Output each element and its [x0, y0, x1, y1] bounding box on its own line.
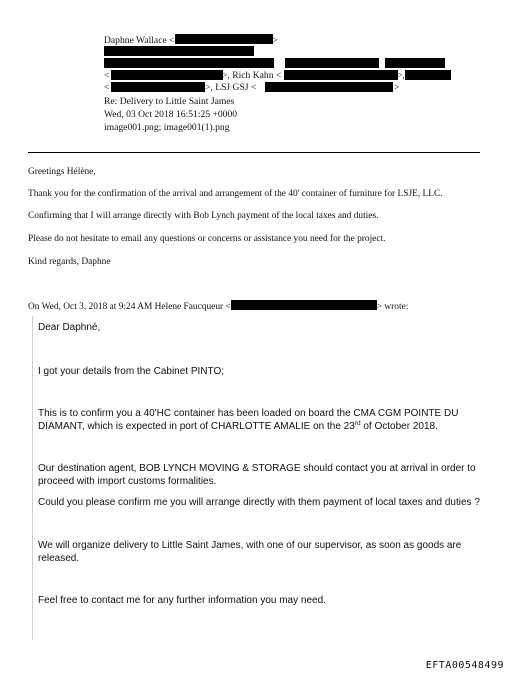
reply-line-2: Confirming that I will arrange directly with Bob Lynch payment of the local taxes and duties. — [28, 211, 379, 221]
subject-value: Re: Delivery to Little Saint James — [104, 96, 235, 107]
signoff: Kind regards, Daphne — [28, 257, 111, 267]
attribution-text: On Wed, Oct 3, 2018 at 9:24 AM Helene Faucqueur < — [28, 302, 231, 312]
cc-line4-open: < — [104, 82, 110, 93]
attribution-wrote: > wrote: — [376, 302, 409, 312]
quoted-paragraph-2-line-2: DIAMANT, which is expected in port of CHARLOTTE AMALIE on the 23rd of October 2018. — [38, 420, 438, 432]
cc-line4-lsj: >, LSJ GSJ < — [205, 82, 257, 93]
redaction — [104, 46, 254, 56]
quoted-paragraph-5-line-2: released. — [38, 553, 80, 564]
quote-attribution — [28, 300, 408, 313]
inline-images-value: image001.png; image001(1).png — [104, 122, 230, 133]
redaction — [385, 58, 445, 68]
quoted-paragraph-5-line-1: We will organize delivery to Little Saint James, with one of our supervisor, as soon as goods are — [38, 540, 462, 551]
date-value: Wed, 03 Oct 2018 16:51:25 +0000 — [104, 109, 238, 120]
greeting: Greetings Hélène, — [28, 167, 96, 177]
redaction — [284, 70, 398, 80]
reply-line-1: Thank you for the confirmation of the arrival and arrangement of the 40' container of furniture for LSJE, LLC. — [28, 189, 443, 199]
cc-line3-rich: >, Rich Kahn < — [222, 70, 282, 81]
header-divider — [28, 152, 480, 153]
quote-bar — [32, 316, 33, 640]
redaction — [285, 58, 379, 68]
reply-line-3: Please do not hesitate to email any questions or concerns or assistance you need for the project. — [28, 234, 386, 244]
quoted-paragraph-4: Could you please confirm me you will arrange directly with them payment of local taxes and duties ? — [38, 497, 480, 508]
cc-line3-open: < — [104, 70, 110, 81]
quoted-paragraph-6: Feel free to contact me for any further information you may need. — [38, 595, 326, 606]
redaction — [175, 34, 273, 44]
redaction — [111, 70, 223, 80]
quoted-paragraph-3-line-2: proceed with import customs formalities. — [38, 476, 217, 487]
cc-line4-close: > — [394, 82, 400, 93]
from-close: > — [272, 35, 278, 46]
quoted-paragraph-3-line-1: Our destination agent, BOB LYNCH MOVING & STORAGE should contact you at arrival in order to — [38, 463, 476, 474]
redaction — [231, 300, 377, 310]
quoted-paragraph-1: I got your details from the Cabinet PINTO; — [38, 366, 225, 377]
redaction — [265, 82, 393, 92]
redaction — [104, 58, 274, 68]
document-id: EFTA00548499 — [425, 660, 504, 671]
ordinal-suffix: rd — [354, 420, 361, 427]
redaction — [111, 82, 205, 92]
quoted-salutation: Dear Daphné, — [38, 322, 101, 333]
cc-line3-sep: >, — [397, 70, 405, 81]
quoted-paragraph-2-line-1: This is to confirm you a 40'HC container has been loaded on board the CMA CGM POINTE DU — [38, 408, 459, 419]
redaction — [405, 70, 451, 80]
from-name: Daphne Wallace < — [104, 35, 175, 46]
